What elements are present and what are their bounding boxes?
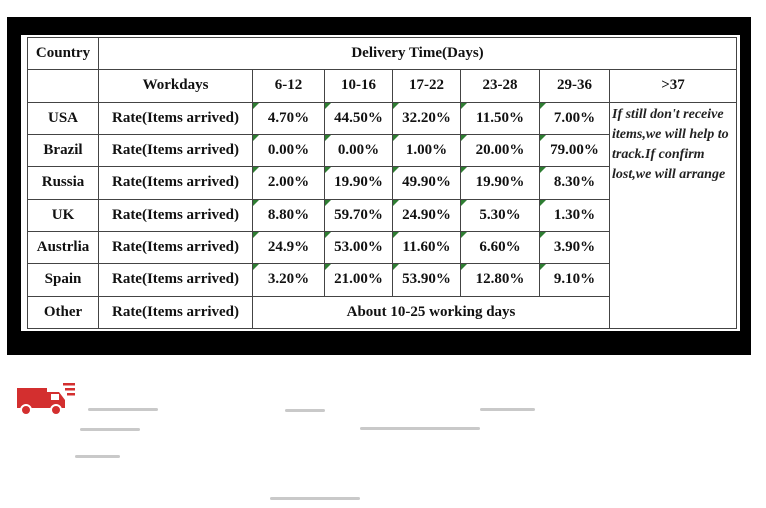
rate-label: Rate(Items arrived) bbox=[99, 231, 253, 263]
rate-value: 1.00% bbox=[393, 134, 461, 166]
rate-value: 59.70% bbox=[325, 199, 393, 231]
rate-value: 21.00% bbox=[325, 264, 393, 296]
country-cell: UK bbox=[28, 199, 99, 231]
rate-value: 24.9% bbox=[253, 231, 325, 263]
faint-text-line bbox=[75, 455, 120, 458]
rate-label: Rate(Items arrived) bbox=[99, 199, 253, 231]
rate-value: 44.50% bbox=[325, 102, 393, 134]
rate-value: 8.80% bbox=[253, 199, 325, 231]
rate-value: 3.20% bbox=[253, 264, 325, 296]
rate-value: 24.90% bbox=[393, 199, 461, 231]
rate-label: Rate(Items arrived) bbox=[99, 264, 253, 296]
delivery-time-table bbox=[27, 37, 737, 329]
workdays-header: Workdays bbox=[99, 70, 253, 102]
rate-label: Rate(Items arrived) bbox=[99, 296, 253, 328]
delivery-time-header: Delivery Time(Days) bbox=[99, 38, 737, 70]
rate-value: 2.00% bbox=[253, 167, 325, 199]
rate-value: 0.00% bbox=[325, 134, 393, 166]
country-cell: Spain bbox=[28, 264, 99, 296]
other-delivery-value: About 10-25 working days bbox=[253, 296, 610, 328]
range-header: 10-16 bbox=[325, 70, 393, 102]
rate-value: 19.90% bbox=[461, 167, 540, 199]
rate-value: 53.00% bbox=[325, 231, 393, 263]
rate-label: Rate(Items arrived) bbox=[99, 102, 253, 134]
range-header: 17-22 bbox=[393, 70, 461, 102]
country-cell: Austrlia bbox=[28, 231, 99, 263]
country-cell: Brazil bbox=[28, 134, 99, 166]
country-cell: Russia bbox=[28, 167, 99, 199]
rate-value: 5.30% bbox=[461, 199, 540, 231]
rate-value: 9.10% bbox=[540, 264, 610, 296]
range-header: 29-36 bbox=[540, 70, 610, 102]
faint-text-line bbox=[360, 427, 480, 430]
faint-text-line bbox=[285, 409, 325, 412]
rate-label: Rate(Items arrived) bbox=[99, 167, 253, 199]
faint-text-line bbox=[480, 408, 535, 411]
blank-header-cell bbox=[28, 70, 99, 102]
range-header: >37 bbox=[610, 70, 737, 102]
rate-value: 53.90% bbox=[393, 264, 461, 296]
rate-value: 3.90% bbox=[540, 231, 610, 263]
rate-label: Rate(Items arrived) bbox=[99, 134, 253, 166]
rate-value: 0.00% bbox=[253, 134, 325, 166]
rate-value: 79.00% bbox=[540, 134, 610, 166]
rate-value: 8.30% bbox=[540, 167, 610, 199]
country-cell: Other bbox=[28, 296, 99, 328]
rate-value: 6.60% bbox=[461, 231, 540, 263]
country-header: Country bbox=[28, 38, 99, 70]
faint-text-line bbox=[270, 497, 360, 500]
range-header: 6-12 bbox=[253, 70, 325, 102]
rate-value: 49.90% bbox=[393, 167, 461, 199]
table-row bbox=[28, 102, 737, 134]
rate-value: 20.00% bbox=[461, 134, 540, 166]
support-note-cell bbox=[610, 102, 737, 328]
rate-value: 7.00% bbox=[540, 102, 610, 134]
range-header: 23-28 bbox=[461, 70, 540, 102]
rate-value: 19.90% bbox=[325, 167, 393, 199]
delivery-truck-icon bbox=[15, 380, 77, 416]
faint-text-line bbox=[80, 428, 140, 431]
rate-value: 1.30% bbox=[540, 199, 610, 231]
rate-value: 11.60% bbox=[393, 231, 461, 263]
faint-text-line bbox=[88, 408, 158, 411]
rate-value: 11.50% bbox=[461, 102, 540, 134]
rate-value: 4.70% bbox=[253, 102, 325, 134]
rate-value: 12.80% bbox=[461, 264, 540, 296]
country-cell: USA bbox=[28, 102, 99, 134]
support-note: If still don't receive items,we will help to track.If confirm lost,we will arrange bbox=[612, 106, 729, 182]
rate-value: 32.20% bbox=[393, 102, 461, 134]
